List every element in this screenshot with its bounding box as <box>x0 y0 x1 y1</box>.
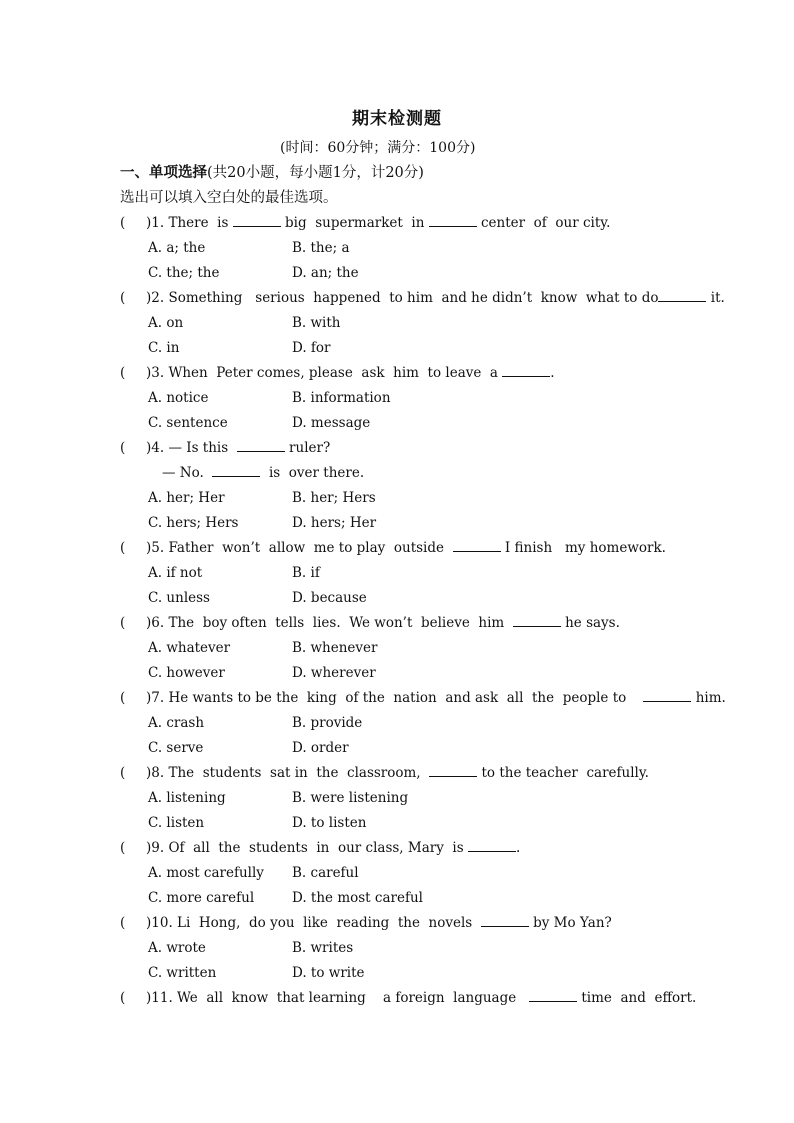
question-row <box>120 439 330 457</box>
option-item: C. in <box>148 340 180 356</box>
option-item: B. the; a <box>292 240 350 256</box>
option-item: D. wherever <box>292 665 376 681</box>
option-item: D. hers; Her <box>292 515 377 531</box>
answer-blank <box>481 914 529 927</box>
option-item: B. information <box>292 390 391 406</box>
question-row <box>120 614 620 632</box>
option-item: A. a; the <box>148 240 206 256</box>
question-row <box>120 764 649 782</box>
question-text: center of our city. <box>476 215 611 231</box>
option-item: D. the most careful <box>292 890 423 906</box>
answer-blank <box>529 989 577 1002</box>
question-text: ruler? <box>284 440 331 456</box>
answer-bracket: ( <box>120 915 126 931</box>
answer-blank <box>513 614 561 627</box>
answer-blank <box>233 214 281 227</box>
answer-bracket: ( <box>120 765 126 781</box>
question-row <box>120 689 726 707</box>
question-number: )6. <box>146 615 169 631</box>
option-item: D. message <box>292 415 371 431</box>
option-item: D. an; the <box>292 265 359 281</box>
question-number: )11. <box>146 990 178 1006</box>
option-item: B. with <box>292 315 341 331</box>
option-item: A. on <box>148 315 184 331</box>
question-row <box>120 539 666 557</box>
answer-bracket: ( <box>120 690 126 706</box>
question-row <box>120 364 555 382</box>
option-item: B. whenever <box>292 640 378 656</box>
question-text: Father won’t allow me to play outside <box>168 540 453 556</box>
question-text: Of all the students in our class, Mary is <box>168 840 468 856</box>
answer-bracket: ( <box>120 540 126 556</box>
question-number: )7. <box>146 690 169 706</box>
question-number: )8. <box>146 765 169 781</box>
page-title: 期末检测题 <box>352 109 442 129</box>
question-row <box>120 839 520 857</box>
option-item: C. the; the <box>148 265 220 281</box>
question-text: I finish my homework. <box>500 540 666 556</box>
option-item: B. careful <box>292 865 359 881</box>
question-continuation <box>162 464 364 482</box>
answer-bracket: ( <box>120 615 126 631</box>
option-item: D. for <box>292 340 331 356</box>
question-number: )9. <box>146 840 169 856</box>
question-text: The students sat in the classroom, <box>168 765 430 781</box>
question-text: time and effort. <box>577 990 697 1006</box>
question-number: )5. <box>146 540 169 556</box>
option-item: A. whatever <box>148 640 231 656</box>
question-row <box>120 214 610 232</box>
answer-blank <box>658 289 706 302</box>
answer-blank <box>212 464 260 477</box>
option-item: A. notice <box>148 390 209 406</box>
option-item: D. order <box>292 740 349 756</box>
option-item: A. crash <box>148 715 205 731</box>
question-text: When Peter comes, please ask him to leave a <box>168 365 503 381</box>
option-item: B. her; Hers <box>292 490 376 506</box>
option-item: D. to listen <box>292 815 367 831</box>
question-text: . <box>515 840 521 856</box>
question-text: We all know that learning a foreign language <box>177 990 530 1006</box>
question-row <box>120 989 696 1007</box>
option-item: C. serve <box>148 740 204 756</box>
question-number: )1. <box>146 215 169 231</box>
option-item: A. most carefully <box>148 865 264 881</box>
question-text: — Is this <box>168 440 237 456</box>
option-item: C. sentence <box>148 415 228 431</box>
option-item: B. if <box>292 565 320 581</box>
question-text: There is <box>168 215 233 231</box>
question-text: He wants to be the king of the nation and ask all the people to <box>168 690 644 706</box>
answer-blank <box>429 764 477 777</box>
section-heading-title: 一、单项选择 <box>120 164 207 181</box>
question-text: by Mo Yan? <box>528 915 612 931</box>
answer-blank <box>453 539 501 552</box>
question-row <box>120 914 612 932</box>
section-heading <box>120 161 424 182</box>
question-text: — No. <box>162 465 213 481</box>
answer-bracket: ( <box>120 365 126 381</box>
answer-blank <box>502 364 550 377</box>
answer-bracket: ( <box>120 840 126 856</box>
question-text: big supermarket in <box>280 215 429 231</box>
answer-blank <box>468 839 516 852</box>
option-item: C. more careful <box>148 890 255 906</box>
question-number: )2. <box>146 290 169 306</box>
option-item: C. however <box>148 665 225 681</box>
option-item: C. written <box>148 965 217 981</box>
question-text: to the teacher carefully. <box>477 765 649 781</box>
option-item: A. listening <box>148 790 226 806</box>
option-item: C. listen <box>148 815 205 831</box>
option-item: A. if not <box>148 565 203 581</box>
answer-bracket: ( <box>120 440 126 456</box>
section-heading-detail: (共20小题，每小题1分，计20分) <box>207 165 424 181</box>
option-item: A. her; Her <box>148 490 225 506</box>
question-text: . <box>550 365 555 381</box>
option-item: B. provide <box>292 715 363 731</box>
option-item: C. unless <box>148 590 210 606</box>
answer-bracket: ( <box>120 215 126 231</box>
option-item: B. writes <box>292 940 354 956</box>
question-text: him. <box>691 690 726 706</box>
question-text: The boy often tells lies. We won’t believe him <box>168 615 513 631</box>
question-text: it. <box>706 290 725 306</box>
question-number: )4. <box>146 440 169 456</box>
answer-blank <box>643 689 691 702</box>
answer-blank <box>429 214 477 227</box>
answer-bracket: ( <box>120 990 126 1006</box>
section-instruction: 选出可以填入空白处的最佳选项。 <box>120 190 338 206</box>
question-row <box>120 289 725 307</box>
answer-bracket: ( <box>120 290 126 306</box>
option-item: C. hers; Hers <box>148 515 239 531</box>
question-text: Something serious happened to him and he didn’t know what to do <box>168 290 659 306</box>
option-item: A. wrote <box>148 940 206 956</box>
option-item: B. were listening <box>292 790 409 806</box>
question-number: )3. <box>146 365 169 381</box>
option-item: D. because <box>292 590 367 606</box>
answer-blank <box>237 439 285 452</box>
question-text: Li Hong, do you like reading the novels <box>177 915 481 931</box>
exam-info: (时间：60分钟；满分：100分) <box>280 140 476 156</box>
question-number: )10. <box>146 915 178 931</box>
question-text: he says. <box>560 615 620 631</box>
question-text: is over there. <box>260 465 365 481</box>
option-item: D. to write <box>292 965 365 981</box>
